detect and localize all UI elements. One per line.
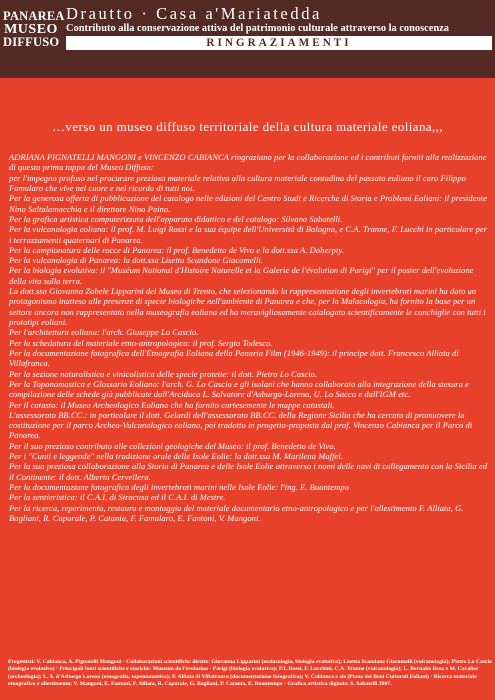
page-subtitle: Contributo alla conservazione attiva del patrimonio culturale attraverso la conoscenza (66, 23, 449, 34)
acknowledgement-paragraph: Per la documentazione fotografica dell'Etnografia Eoliana della Panaria Film (1946-1949): il principe dott. Francesco Alliata di Villafranca. (9, 347, 459, 369)
acknowledgement-paragraph: Per la sua preziosa collaborazione alla Storia di Panarea e delle Isole Eolie attraverso i nomi delle navi di collegamento con la Sicilia ed il Continente: il dott. Alberto Cervellera. (9, 461, 488, 482)
header-banner (0, 0, 495, 78)
acknowledgement-paragraph: ADRIANA PIGNATELLI MANGONI e VINCENZO CABIANCA ringraziano per la collaborazione ed i contributi forniti alla realizzazione di questa prima tappa del Museo Diffuso: (9, 152, 487, 173)
museum-logo (3, 9, 65, 49)
acknowledgements-text (9, 152, 489, 523)
acknowledgement-paragraph: Per la campionatura delle rocce di Panarea: il prof. Benedetto de Vivo e la dott.ssa A. Doherpty. (9, 244, 344, 255)
acknowledgement-paragraph: Per il catasto: il Museo Archeologico Eoliano che ha fornito cortesemente le mappe catastali. (9, 399, 335, 410)
acknowledgement-paragraph: Per la grafica artistica computerizzata dell'apparato didattico e del catalogo: Silvana Sabatelli. (9, 213, 343, 224)
credits-footer: Progettisti: V. Cabianca, A. Pignatelli Mangoni · Collaborazioni scientifiche dirette: Giovanna Lipparini (malacologia, biologia evolutiva); Lisetta Scandone Giacomelli (vulcanologia); Pietro Lo Cascio (biologia evolutiva) · Principali fonti scientifiche e storiche: Museum de l'évolution - Parigi (biologia evolutiva); P.L.Rossi, F. Lucchini, C.A. Tranne (vulcanologia); L. Bernabò Brea e M. Cavalier (archeologia); L. S. d'Asburgo Lorena (etnografia, toponomastica); F. Alliata di Villafranca (documentazione fotografica); V. Cabianca e als (Piano dei Beni Culturali Eoliani) · Ricerca materiale etnografico e allestimento: V. Mangoni, E. Fantoni, F. Alliata, R. Caporale, G. Bagliani, P. Catania, E. Buontempo · Grafica artistica digitale: S. Sabatelli 2007. (8, 659, 492, 688)
logo-line-museo: MUSEO (4, 22, 58, 37)
motto: …verso un museo diffuso territoriale della cultura materiale eoliana,,, (52, 119, 443, 134)
acknowledgement-paragraph: Per la vulcanologia di Panarea: la dott.ssa Lisetta Scandone Giacomelli. (9, 255, 263, 266)
acknowledgement-paragraph: Per la sezione naturalistica e vinicolistica delle specie protette: il dott. Pietro Lo Cascio. (9, 368, 318, 379)
acknowledgement-paragraph: Per il suo prezioso contributo alle collezioni geologiche del Museo: il prof. Benedetto de Vivo. (9, 440, 336, 451)
acknowledgement-paragraph: Per l'architettura eoliana: l'arch. Giuseppe Lo Cascio. (9, 327, 199, 338)
acknowledgement-paragraph: Per la ricerca, reperimento, restauro e montaggio del materiale documentario etno-antropologico e per l'allestimento F. Alliata, G. Bagliani, R. Caporale, P. Catania, F. Famularo, E. Fantoni, V. Mangoni. (9, 502, 464, 523)
acknowledgement-paragraph: Per la sentieristica: il C.A.I. di Siracusa ed il C.A.I. di Mestre. (9, 492, 226, 503)
acknowledgement-paragraph: Per la vulcanologia eoliana: il prof. M. Luigi Rossi e la sua équipe dell'Università di Bologna, e C.A. Tranne, F. Lucchi in particolare per i terrazzamenti quaternari di Panarea. (9, 224, 488, 245)
acknowledgement-paragraph: Per la biologia evolutiva: il "Muséum National d'Histoire Naturelle et la Galerie de l'évolution di Parigi" per il poster dell'evoluzione della vita sulla terra. (9, 265, 474, 286)
logo-line-panarea: PANAREA (3, 9, 65, 23)
acknowledgement-paragraph: Per la schedatura del materiale etno-antropologico: il prof. Sergio Todesco. (9, 337, 273, 348)
acknowledgement-paragraph: L'assessorato BB.CC.: in particolare il dott. Gelardi dell'assessorato BB.CC. della Regione Sicilia che ha cercato di promuovere la costituzione per il parco Archeo-Vulcanologico eoliano, poi tradotto in progetto-proposta dal prof. Vincenzo Cabianca per il Parco di Panarea. (9, 409, 473, 441)
acknowledgement-paragraph: La dott.ssa Giovanna Zobele Lipparini del Museo di Trento, che selezionando la rappresentazione degli invertebrati marini ha dato un protagonismo inatteso alle presenze di specie biologiche nell'ambiente di Panarea e che, per la Malacologia, ha fornito la base per un settore ancora non rappresentato nella museografia eoliana ed ha meravigliosamente catalogato scientificamente le conchiglie con tutti i prototipi eoliani. (9, 286, 486, 327)
section-title: RINGRAZIAMENTI (66, 36, 492, 50)
acknowledgement-paragraph: Per i "Cunti e leggende" nella tradizione orale delle Isole Eolie: la dott.ssa M. Marilena Maffei. (9, 451, 343, 462)
acknowledgement-paragraph: per l'impegno profuso nel procurare prezioso materiale relativo alla cultura materiale contadina del passato eoliano il caro Filippo Famularo che vive nel cuore e nel ricordo di tutti noi. (9, 172, 466, 193)
acknowledgement-paragraph: Per la Toponomastica e Glossario Eoliano: l'arch. G. Lo Cascio e gli isolani che hanno collaborato alla integrazione della stesura e compilazione delle schede già pubblicate dall'Arciduca L. Salvatore d'Asburgo-Lorena, U. Lo Sacco e dall'IGM etc. (9, 378, 469, 400)
logo-line-diffuso: DIFFUSO (3, 35, 60, 49)
page-title: Drautto · Casa a'Mariatedda (66, 4, 322, 23)
acknowledgement-paragraph: Per la generosa offerta di pubblicazione del catalogo nelle edizioni del Centro Studi e Ricerche di Storia e Problemi Eoliani: il presidente Nino Saltalamacchia e il direttore Nino Paino. (9, 193, 488, 214)
acknowledgement-paragraph: Per la documentazione fotografica degli invertebrati marini nelle Isole Eolie: l'ing. E. Buontempo (9, 482, 349, 492)
